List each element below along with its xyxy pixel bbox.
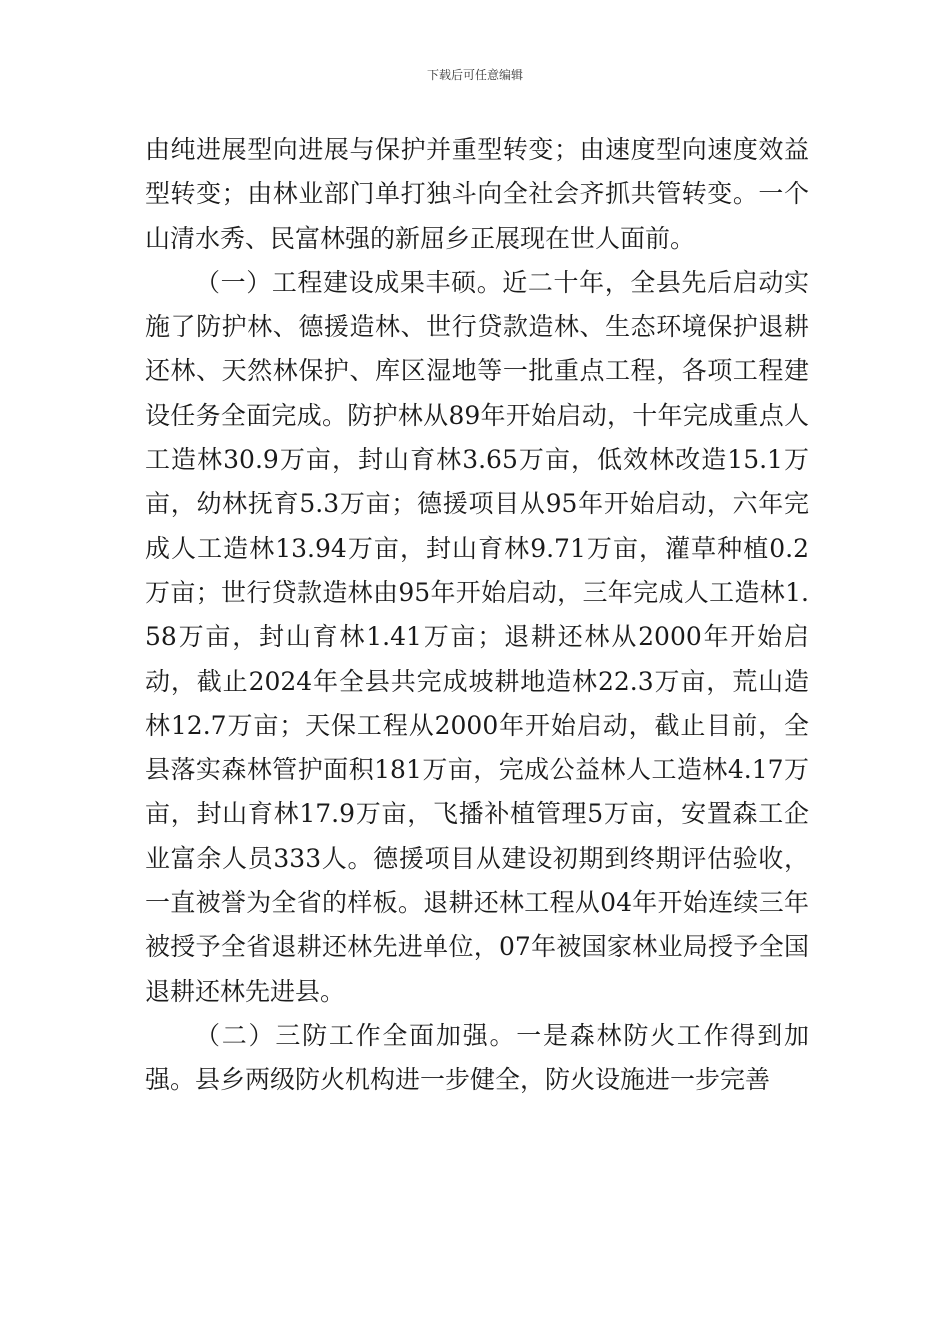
page-header-watermark: 下载后可任意编辑 xyxy=(426,68,523,82)
document-body xyxy=(145,128,809,1103)
paragraph-section-2: （二）三防工作全面加强。一是森林防火工作得到加强。县乡两级防火机构进一步健全，防火设施进一步完善 xyxy=(145,1020,809,1095)
paragraph-section-1: （一）工程建设成果丰硕。近二十年，全县先后启动实施了防护林、德援造林、世行贷款造林、生态环境保护退耕还林、天然林保护、库区湿地等一批重点工程，各项工程建设任务全面完成。防护林从89年开始启动，十年完成重点人工造林30.9万亩，封山育林3.65万亩，低效林改造15.1万亩，幼林抚育5.3万亩；德援项目从95年开始启动，六年完成人工造林13.94万亩，封山育林9.71万亩，灌草种植0.2万亩；世行贷款造林由95年开始启动，三年完成人工造林1.58万亩，封山育林1.41万亩；退耕还林从2000年开始启动，截止2024年全县共完成坡耕地造林22.3万亩，荒山造林12.7万亩；天保工程从2000年开始启动，截止目前，全县落实森林管护面积181万亩，完成公益林人工造林4.17万亩，封山育林17.9万亩，飞播补植管理5万亩，安置森工企业富余人员333人。德援项目从建设初期到终期评估验收，一直被誉为全省的样板。退耕还林工程从04年开始连续三年被授予全省退耕还林先进单位，07年被国家林业局授予全国退耕还林先进县。 xyxy=(145,267,809,1006)
paragraph-intro-continuation: 由纯进展型向进展与保护并重型转变；由速度型向速度效益型转变；由林业部门单打独斗向全社会齐抓共管转变。一个山清水秀、民富林强的新屈乡正展现在世人面前。 xyxy=(145,135,809,253)
